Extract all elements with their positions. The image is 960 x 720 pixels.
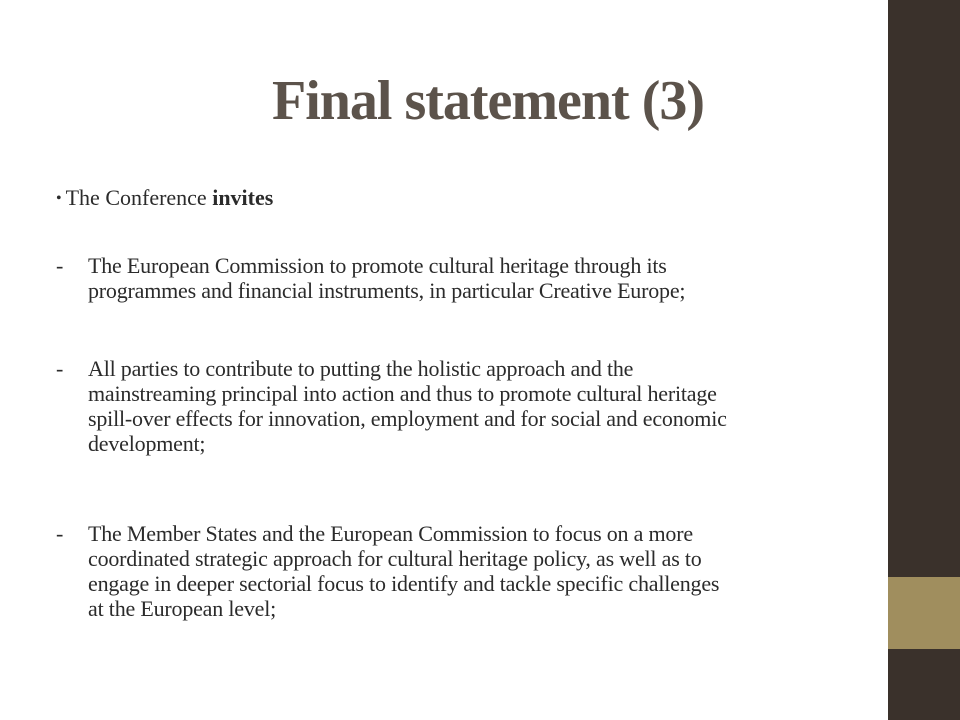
dash-icon: - [56,253,64,278]
slide-title: Final statement (3) [271,70,704,132]
list-item-text: The Member States and the European Commission to focus on a more coordinated strategic approach for cultural heritage policy, as well as to engage in deeper sectorial focus to identify and tackle specific challenges at the European level; [88,521,720,621]
list-item [56,521,886,621]
intro-prefix: The Conference [65,185,213,210]
list-item-text: All parties to contribute to putting the holistic approach and the mainstreaming principal into action and thus to promote cultural heritage spill-over effects for innovation, employment and for social and economic development; [88,356,727,456]
intro-emphasis: invites [212,185,274,210]
list-item [56,356,886,456]
list-item-text: The European Commission to promote cultural heritage through its programmes and financial instruments, in particular Creative Europe; [88,253,686,303]
bullet-icon: • [56,190,62,207]
dash-icon: - [56,521,64,546]
intro-line [56,185,273,212]
list-item [56,253,886,303]
sidebar-accent-block [888,577,960,649]
dash-icon: - [56,356,64,381]
